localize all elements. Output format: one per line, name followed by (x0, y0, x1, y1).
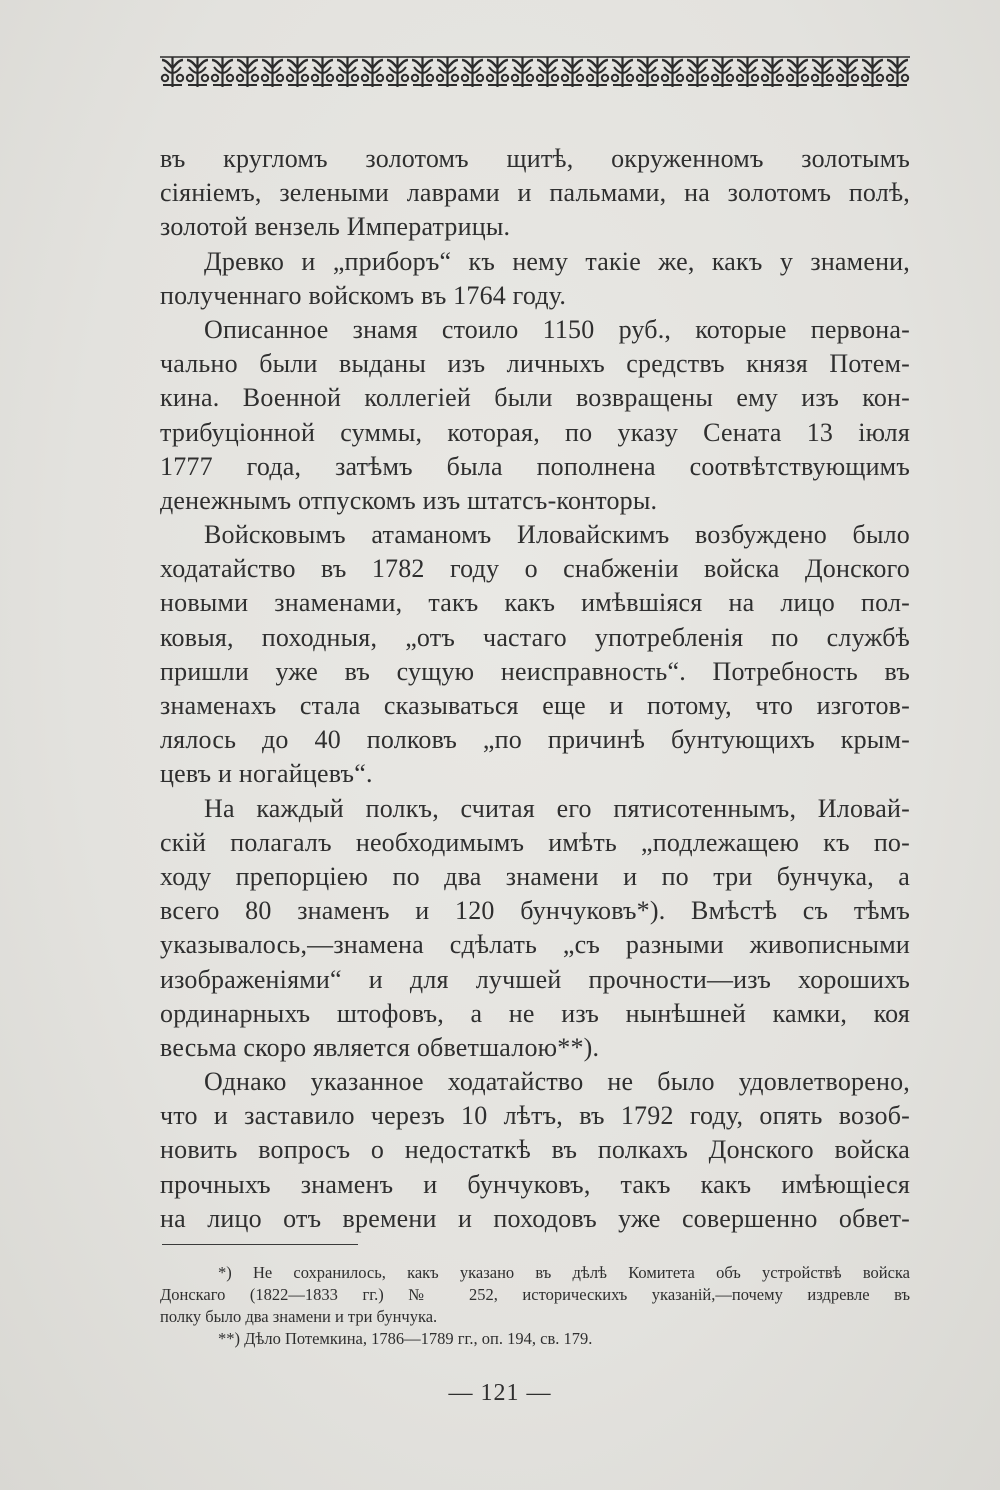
footnote-line: Донскаго (1822—1833 гг.) № 252, историческихъ указаній,—почему издревле въ (160, 1285, 910, 1304)
page-number: — 121 — (448, 1380, 552, 1406)
text-line: на лицо отъ времени и походовъ уже совершенно обвет- (160, 1203, 910, 1233)
text-line: всего 80 знаменъ и 120 бунчуковъ*). Вмѣстѣ съ тѣмъ (160, 896, 910, 926)
text-line: трибуціонной суммы, которая, по указу Сената 13 іюля (160, 417, 910, 447)
decorative-header-ornament (160, 54, 910, 90)
footnote-line: полку было два знамени и три бунчука. (160, 1307, 438, 1326)
text-line: знаменахъ стала сказываться еще и потому, что изготов- (160, 691, 910, 720)
text-line: Войсковымъ атаманомъ Иловайскимъ возбуждено было (204, 520, 910, 550)
text-line: въ кругломъ золотомъ щитѣ, окруженномъ золотымъ (160, 144, 910, 173)
text-line: ходу препорціею по два знамени и по три бунчука, а (160, 861, 910, 891)
text-line: 1777 года, затѣмъ была пополнена соотвѣтствующимъ (160, 451, 910, 481)
text-line: ординарныхъ штофовъ, а не изъ нынѣшней камки, коя (160, 998, 910, 1028)
text-line: прочныхъ знаменъ и бунчуковъ, такъ какъ имѣющіеся (160, 1169, 910, 1199)
text-line: золотой вензель Императрицы. (160, 212, 511, 242)
text-line: скій полагалъ необходимымъ имѣть „подлежащею къ по- (160, 827, 910, 857)
footnotes (160, 1262, 910, 1350)
text-line: указывалось,—знамена сдѣлать „съ разными живописными (160, 930, 910, 960)
text-line: что и заставило черезъ 10 лѣтъ, въ 1792 году, опять возоб- (160, 1101, 910, 1131)
main-text (160, 142, 910, 1236)
text-line: Древко и „приборъ“ къ нему такіе же, какъ у знамени, (204, 246, 910, 276)
text-line: лялось до 40 полковъ „по причинѣ бунтующихъ крым- (160, 725, 910, 755)
text-line: весьма скоро является обветшалою**). (160, 1032, 600, 1062)
footnote-separator (162, 1244, 358, 1245)
text-line: новыми знаменами, такъ какъ имѣвшіяся на лицо пол- (160, 588, 910, 618)
text-line: чально были выданы изъ личныхъ средствъ князя Потем- (160, 349, 910, 379)
text-line: новить вопросъ о недостаткѣ въ полкахъ Донского войска (160, 1135, 910, 1165)
text-line: пришли уже въ сущую неисправность“. Потребность въ (160, 656, 910, 686)
text-line: ковыя, походныя, „отъ частаго употребленія по службѣ (160, 622, 910, 652)
footnote-line: **) Дѣло Потемкина, 1786—1789 гг., оп. 194, св. 179. (218, 1329, 593, 1348)
text-line: цевъ и ногайцевъ“. (160, 759, 373, 789)
text-line: сіяніемъ, зелеными лаврами и пальмами, на золотомъ полѣ, (160, 178, 910, 208)
text-line: изображеніями“ и для лучшей прочности—изъ хорошихъ (160, 964, 910, 994)
text-line: денежнымъ отпускомъ изъ штатсъ-конторы. (160, 485, 658, 515)
text-line: Однако указанное ходатайство не было удовлетворено, (204, 1067, 910, 1097)
text-line: ходатайство въ 1782 году о снабженіи войска Донского (160, 554, 910, 584)
text-line: Описанное знамя стоило 1150 руб., которые первона- (204, 314, 910, 344)
text-line: полученнаго войскомъ въ 1764 году. (160, 280, 567, 310)
text-line: кина. Военной коллегіей были возвращены ему изъ кон- (160, 383, 910, 413)
text-line: На каждый полкъ, считая его пятисотеннымъ, Иловай- (204, 793, 910, 823)
footnote-line: *) Не сохранилось, какъ указано въ дѣлѣ Комитета объ устройствѣ войска (218, 1263, 910, 1282)
